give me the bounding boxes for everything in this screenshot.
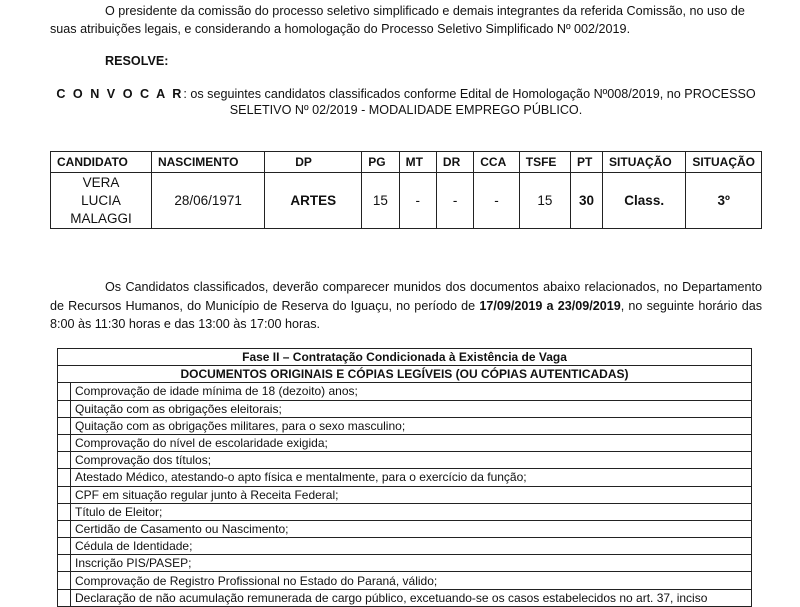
documents-table [57,348,752,607]
period-dates: 17/09/2019 a 23/09/2019 [479,298,621,313]
document-item: Quitação com as obrigações militares, para o sexo masculino; [71,417,752,434]
cell-dr: - [436,173,473,229]
cell-situacao-1: Class. [603,173,686,229]
checkbox-cell [58,572,71,589]
cell-cca: - [474,173,519,229]
header-pt: PT [570,152,602,173]
checkbox-cell [58,520,71,537]
table-row [51,173,762,229]
list-item [58,434,752,451]
list-item [58,417,752,434]
list-item [58,572,752,589]
document-item: Inscrição PIS/PASEP; [71,555,752,572]
list-item [58,486,752,503]
list-item [58,503,752,520]
document-item: Título de Eleitor; [71,503,752,520]
convoca-paragraph [50,86,762,118]
header-mt: MT [399,152,436,173]
docs-subtitle-row [58,366,752,383]
cell-nascimento: 28/06/1971 [151,173,264,229]
header-dr: DR [436,152,473,173]
list-item [58,538,752,555]
convoca-text: : os seguintes candidatos classificados conforme Edital de Homologação Nº008/2019, no PROCESSO SELETIVO Nº 02/2019 - MODALIDADE EMPREGO PÚBLICO. [183,87,756,117]
cell-pg: 15 [362,173,399,229]
cell-dp: ARTES [265,173,362,229]
header-tsfe: TSFE [519,152,570,173]
list-item [58,400,752,417]
cell-pt: 30 [570,173,602,229]
document-item: Cédula de Identidade; [71,538,752,555]
checkbox-cell [58,503,71,520]
header-candidato: CANDIDATO [51,152,152,173]
header-dp: DP [265,152,362,173]
checkbox-cell [58,486,71,503]
checkbox-cell [58,469,71,486]
cell-candidato: VERA LUCIA MALAGGI [51,173,152,229]
list-item [58,589,752,606]
checkbox-cell [58,417,71,434]
header-situacao-2: SITUAÇÃO [686,152,762,173]
checkbox-cell [58,589,71,606]
docs-title-row [58,349,752,366]
document-item: Certidão de Casamento ou Nascimento; [71,520,752,537]
list-item [58,469,752,486]
header-nascimento: NASCIMENTO [151,152,264,173]
cell-mt: - [399,173,436,229]
list-item [58,383,752,400]
cell-tsfe: 15 [519,173,570,229]
list-item [58,520,752,537]
candidates-table [50,151,762,229]
checkbox-cell [58,434,71,451]
list-item [58,452,752,469]
document-item: CPF em situação regular junto à Receita Federal; [71,486,752,503]
header-pg: PG [362,152,399,173]
document-item: Atestado Médico, atestando-o apto física e mentalmente, para o exercício da função; [71,469,752,486]
header-situacao-1: SITUAÇÃO [603,152,686,173]
header-cca: CCA [474,152,519,173]
instructions-paragraph: Os Candidatos classificados, deverão comparecer munidos dos documentos abaixo relacionados, no Departamento de Recursos Humanos, do Município de Reserva do Iguaçu, no período de 17/09/2019 a 23/09/2019, no seguinte horário das 8:00 às 11:30 horas e das 13:00 às 17:00 horas. [50,280,763,331]
document-item: Quitação com as obrigações eleitorais; [71,400,752,417]
checkbox-cell [58,383,71,400]
document-item: Declaração de não acumulação remunerada de cargo público, excetuando-se os casos estabelecidos no art. 37, inciso [71,589,752,606]
checkbox-cell [58,555,71,572]
intro-paragraph: O presidente da comissão do processo seletivo simplificado e demais integrantes da referida Comissão, no uso de suas atribuições legais, e considerando a homologação do Processo Seletivo Simplificado Nº 002/2019. [50,4,745,36]
checkbox-cell [58,538,71,555]
docs-subtitle: DOCUMENTOS ORIGINAIS E CÓPIAS LEGÍVEIS (OU CÓPIAS AUTENTICADAS) [58,366,752,383]
document-item: Comprovação de idade mínima de 18 (dezoito) anos; [71,383,752,400]
convoca-keyword: C O N V O C A R [56,87,184,101]
document-item: Comprovação dos títulos; [71,452,752,469]
checkbox-cell [58,400,71,417]
checkbox-cell [58,452,71,469]
docs-title: Fase II – Contratação Condicionada à Existência de Vaga [58,349,752,366]
candidates-header-row [51,152,762,173]
cell-situacao-2: 3º [686,173,762,229]
resolve-heading: RESOLVE: [105,54,169,68]
document-item: Comprovação de Registro Profissional no Estado do Paraná, válido; [71,572,752,589]
list-item [58,555,752,572]
document-item: Comprovação do nível de escolaridade exigida; [71,434,752,451]
